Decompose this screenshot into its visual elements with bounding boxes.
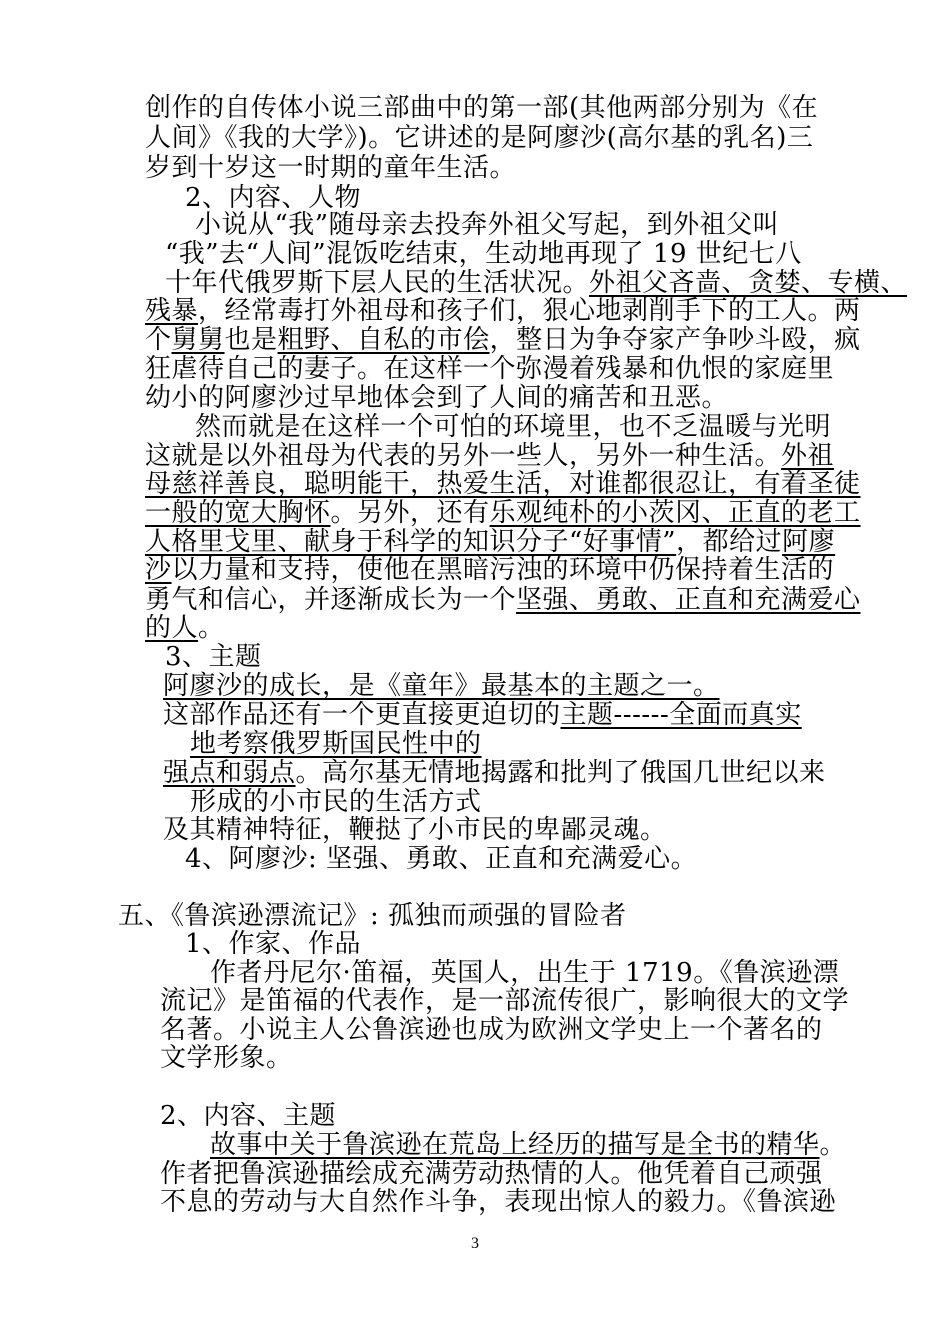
text-span: 幼小的阿廖沙过早地体会到了人间的痛苦和丑恶。 xyxy=(145,383,729,414)
text-span: 这就是以外祖母为代表的另外一些人，另外一种生活。 xyxy=(145,440,782,471)
text-span: 作者丹尼尔·笛福，英国人，出生于 1719。《鲁滨逊漂 xyxy=(210,958,840,989)
text-line xyxy=(145,612,225,644)
text-line xyxy=(145,440,834,472)
text-line xyxy=(145,92,818,124)
text-line xyxy=(145,554,834,586)
underlined-text: 一般的宽大胸怀 xyxy=(145,497,331,528)
text-span: 。另外，还有 xyxy=(330,497,490,528)
text-line xyxy=(210,957,839,989)
text-line xyxy=(145,152,516,184)
text-span: ，整日为争夺家产争吵斗殴，疯 xyxy=(489,325,861,356)
underlined-text: 沙 xyxy=(145,555,172,586)
text-span: 流记》是笛福的代表作，是一部流传很广，影响很大的文学 xyxy=(160,986,850,1017)
text-line xyxy=(185,928,361,960)
text-span: 。高尔基无情地揭露和批判了俄国几世纪以来 xyxy=(295,757,826,788)
text-line xyxy=(145,584,861,616)
underlined-text: 舅舅 xyxy=(171,325,225,356)
text-line xyxy=(160,1186,836,1218)
text-line xyxy=(145,497,861,529)
text-span: ，经常毒打外祖母和孩子们，狠心地剥削手下的工人。两 xyxy=(198,296,861,327)
text-line xyxy=(165,267,907,299)
text-span: 狂虐待自己的妻子。在这样一个弥漫着残暴和仇恨的家庭里 xyxy=(145,353,835,384)
text-span: 然而就是在这样一个可怕的环境里，也不乏温暖与光明 xyxy=(195,411,832,442)
text-span: 形成的小市民的生活方式 xyxy=(190,786,482,817)
text-span: 文学形象。 xyxy=(160,1043,293,1074)
text-span: 1、作家、作品 xyxy=(185,928,362,959)
text-line xyxy=(145,122,813,154)
text-line xyxy=(145,468,861,500)
text-span: 这部作品还有一个更直接更迫切的 xyxy=(163,699,561,730)
page-number: 3 xyxy=(471,1235,479,1252)
text-span: 名著。小说主人公鲁滨逊也成为欧洲文学史上一个著名的 xyxy=(160,1014,823,1045)
underlined-text: 阿廖沙的成长，是《童年》最基本的主题之一。 xyxy=(163,671,720,702)
text-line xyxy=(190,728,482,760)
text-span: 小说从“我”随母亲去投奔外祖父写起，到外祖父叫 xyxy=(195,210,780,241)
text-line xyxy=(210,1129,846,1161)
underlined-text: 外祖 xyxy=(781,440,835,471)
underlined-text: 地考察俄罗斯国民性中的 xyxy=(190,729,482,760)
text-line xyxy=(163,814,667,846)
text-span: 4、阿廖沙: 坚强、勇敢、正直和充满爱心。 xyxy=(185,843,698,874)
text-line xyxy=(145,526,835,558)
underlined-text: 母慈祥善良，聪明能干，热爱生活，对谁都很忍让，有着圣徒 xyxy=(145,469,861,500)
text-line xyxy=(185,843,697,875)
text-line xyxy=(145,295,861,327)
underlined-text: 的人 xyxy=(145,612,199,643)
text-line xyxy=(195,411,831,443)
text-line xyxy=(163,699,802,731)
text-span: 作者把鲁滨逊描绘成充满劳动热情的人。他凭着自己顽强 xyxy=(160,1158,823,1189)
text-line xyxy=(160,1042,293,1074)
text-span: ，都给过 xyxy=(676,526,783,557)
underlined-text: 强点和弱点 xyxy=(163,757,296,788)
text-span: 3、主题 xyxy=(165,642,262,673)
text-line xyxy=(195,209,779,241)
text-span: 岁到十岁这一时期的童年生活。 xyxy=(145,153,517,184)
text-line xyxy=(165,238,802,270)
underlined-text: 人格里戈里、献身于科学的知识分子“好事情” xyxy=(145,526,677,557)
underlined-text: 粗野、自私的市侩 xyxy=(277,325,490,356)
underlined-text: 主题------全面而真实 xyxy=(560,699,802,730)
text-span: 也是 xyxy=(224,325,278,356)
text-span: 五、《鲁滨逊漂流记》: 孤独而顽强的冒险者 xyxy=(118,901,627,932)
text-span: 2、内容、主题 xyxy=(160,1100,337,1131)
text-span: 勇气和信心，并逐渐成长为一个 xyxy=(145,584,517,615)
underlined-text: 阿廖 xyxy=(782,526,836,557)
text-line xyxy=(160,1100,336,1132)
text-line xyxy=(145,382,728,414)
text-span: 人间》《我的大学》)。它讲述的是阿廖沙(高尔基的乳名)三 xyxy=(145,123,814,154)
underlined-text: 外祖父吝啬、贪婪、专横、 xyxy=(589,267,908,298)
text-line xyxy=(160,1014,823,1046)
text-span: 以力量和支持，使他在黑暗污浊的环境中仍保持着生活的 xyxy=(171,555,835,586)
text-line xyxy=(160,985,849,1017)
underlined-text: 故事中关于鲁滨逊在荒岛上经历的描写是全书的精华 xyxy=(210,1130,820,1161)
text-span: 不息的劳动与大自然作斗争，表现出惊人的毅力。《鲁滨逊 xyxy=(160,1187,837,1217)
text-span: 2、内容、人物 xyxy=(185,182,362,213)
text-line xyxy=(145,324,861,356)
text-line xyxy=(165,641,262,673)
text-span: 个 xyxy=(145,325,172,356)
text-line xyxy=(163,757,826,789)
text-span: 十年代俄罗斯下层人民的生活状况。 xyxy=(165,267,590,298)
text-span: 及其精神特征，鞭挞了小市民的卑鄙灵魂。 xyxy=(163,815,667,846)
text-span: 。 xyxy=(819,1130,847,1161)
text-line xyxy=(163,670,720,702)
text-line xyxy=(190,786,482,818)
underlined-text: 残暴 xyxy=(145,296,199,327)
underlined-text: 坚强、勇敢、正直和充满爱心 xyxy=(516,584,861,615)
text-line xyxy=(160,1158,823,1190)
text-span: 创作的自传体小说三部曲中的第一部(其他两部分别为《在 xyxy=(145,93,819,123)
text-span: “我”去“人间”混饭吃结束，生动地再现了 19 世纪七八 xyxy=(165,239,802,270)
text-span: 。 xyxy=(198,612,225,643)
underlined-text: 乐观纯朴的小茨冈、正直的老工 xyxy=(489,497,861,528)
text-line xyxy=(145,353,834,385)
